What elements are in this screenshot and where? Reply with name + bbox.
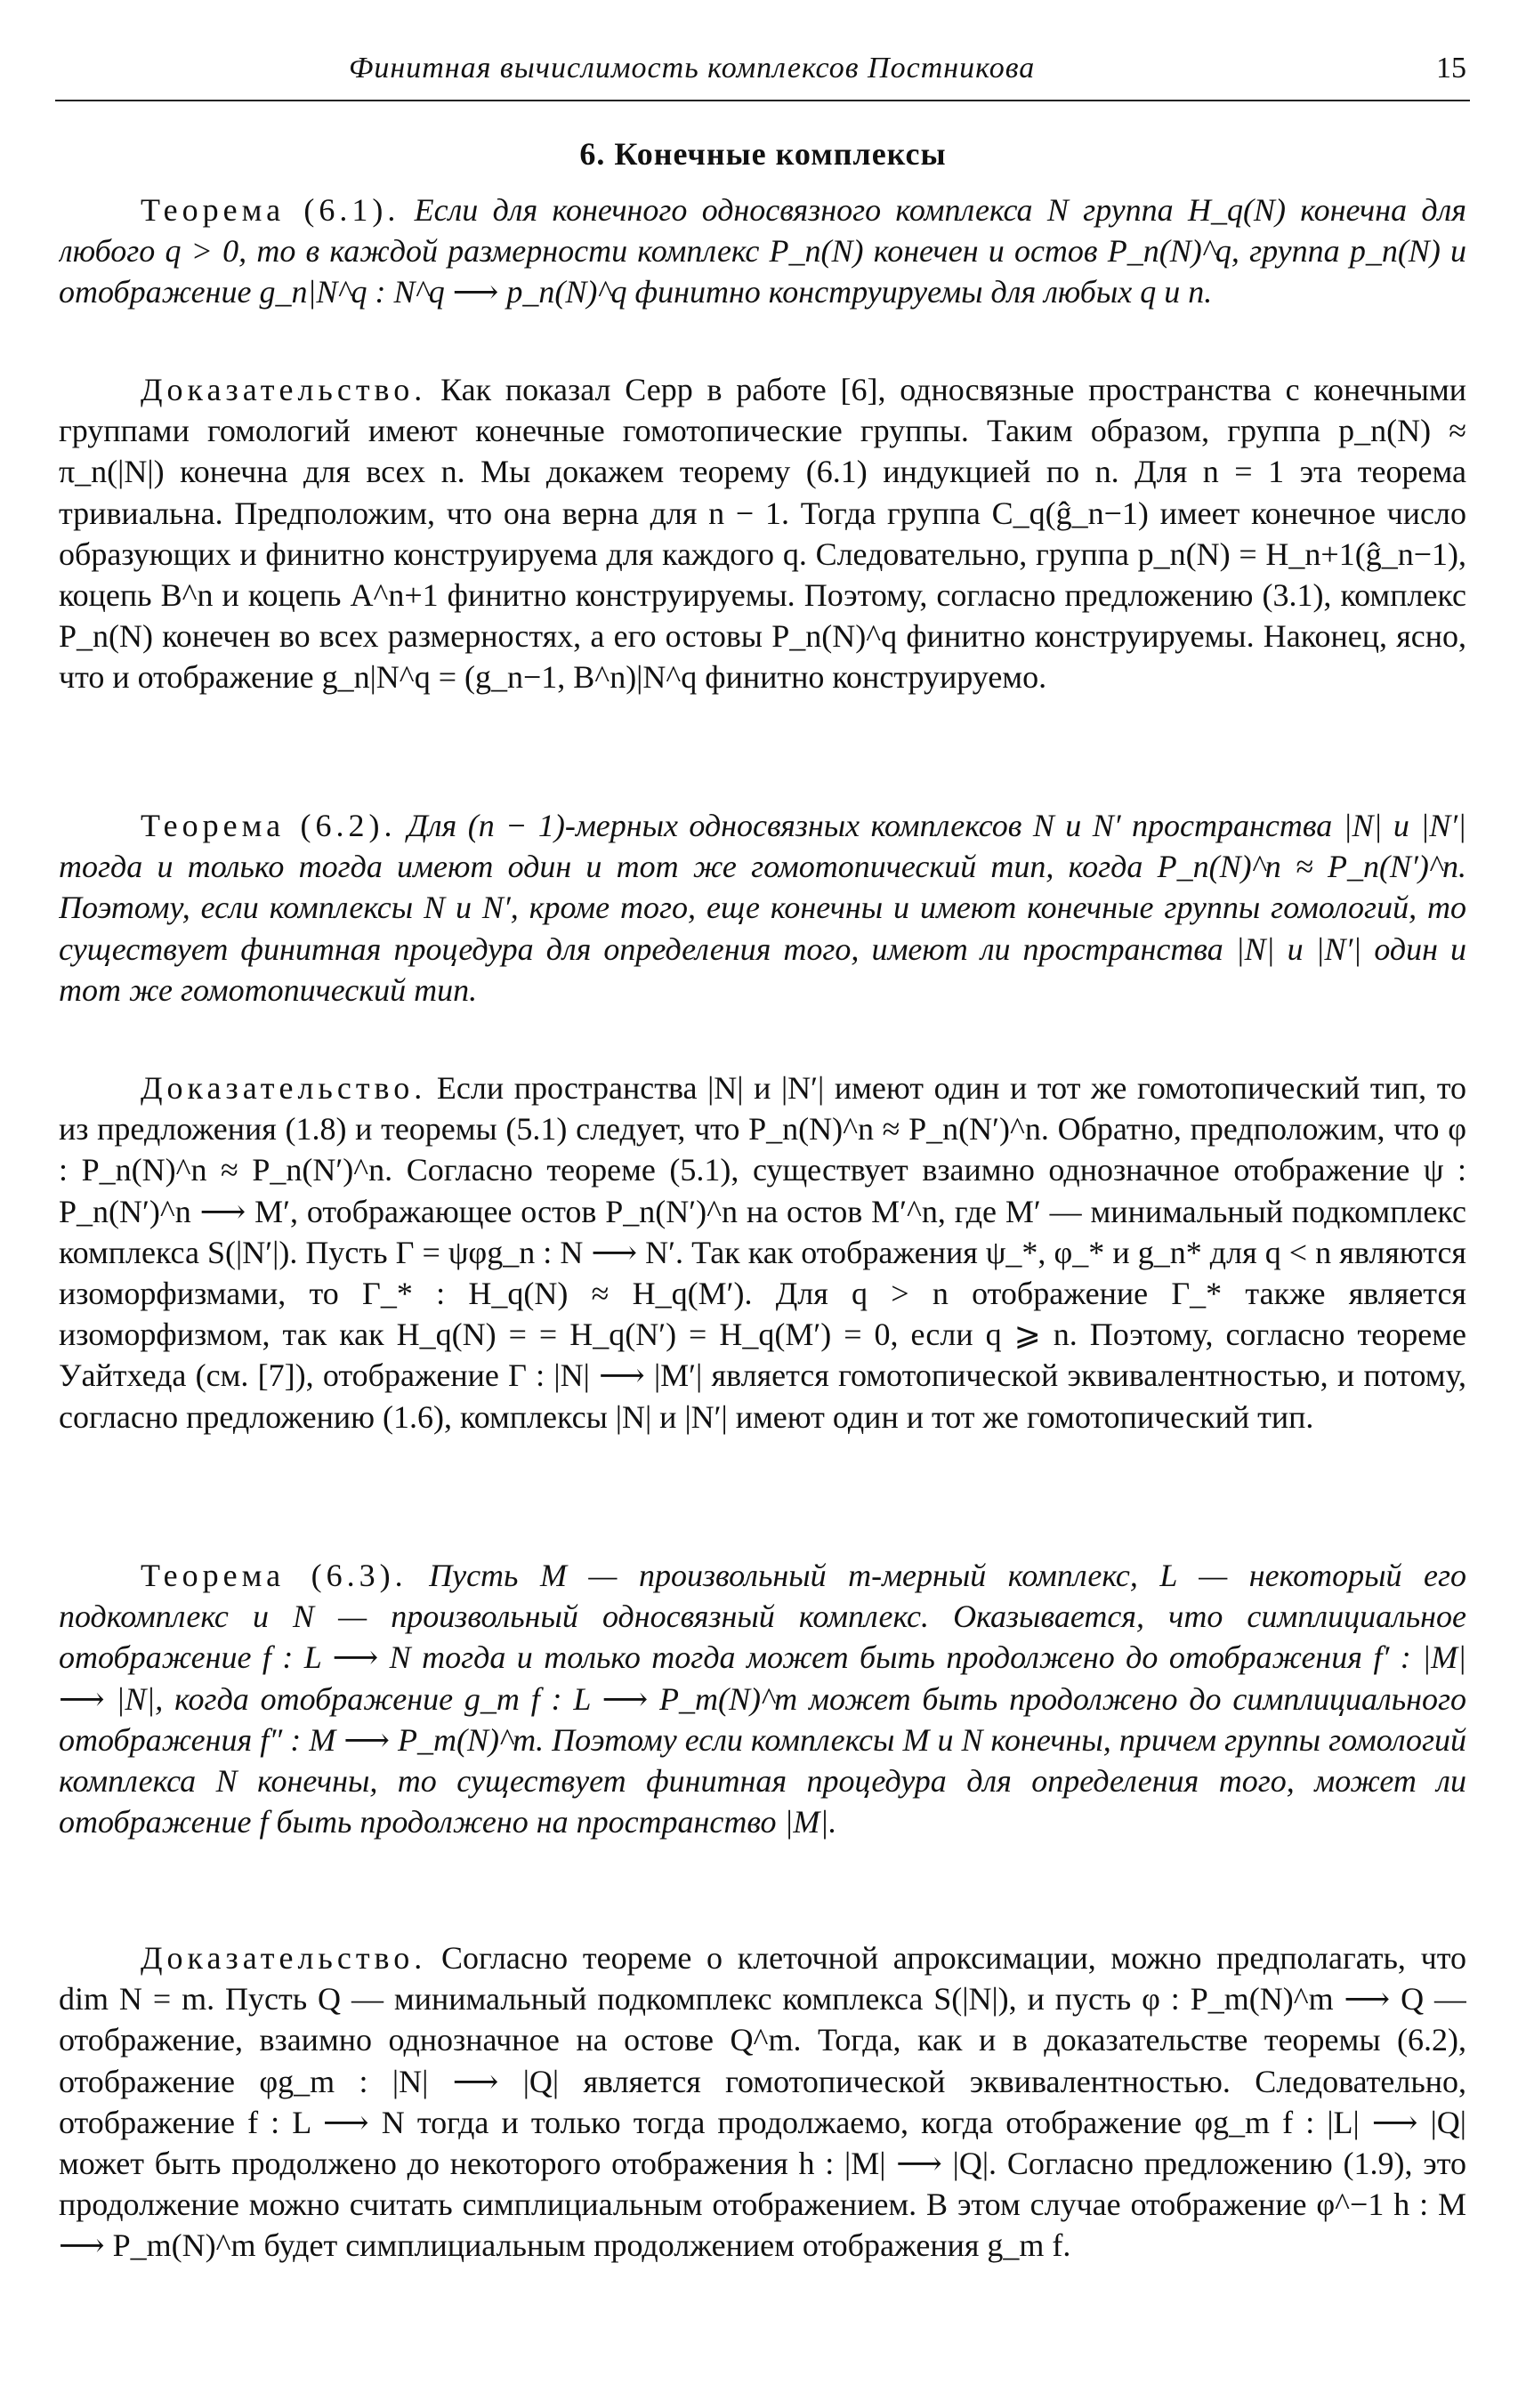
theorem-6-2-text: Для (n − 1)-мерных односвязных комплексов N и N′ пространства |N| и |N′| тогда и только тогда имеют один и тот же гомотопический тип, когда P_n(N)^n ≈ P_n(N′)^n. Поэтому, если комплексы N и N′, кроме того, еще конечны и имеют конечные группы гомологий, то существует финитная процедура для определения того, имеют ли пространства |N| и |N′| один и тот же гомотопический тип. xyxy=(59,808,1466,1008)
proof-6-1 xyxy=(59,369,1466,787)
proof-6-1-text: Как показал Серр в работе [6], односвязные пространства с конечными группами гомологий имеют конечные гомотопические группы. Таким образом, группа p_n(N) ≈ π_n(|N|) конечна для всех n. Мы докажем теорему (6.1) индукцией по n. Для n = 1 эта теорема тривиальна. Предположим, что она верна для n − 1. Тогда группа C_q(ĝ_n−1) имеет конечное число образующих и финитно конструируема для каждого q. Следовательно, группа p_n(N) = H_n+1(ĝ_n−1), коцепь B^n и коцепь A^n+1 финитно конструируемы. Поэтому, согласно предложению (3.1), комплекс P_n(N) конечен во всех размерностях, а его остовы P_n(N)^q финитно конструируемы. Наконец, ясно, что и отображение g_n|N^q = (g_n−1, B^n)|N^q финитно конструируемо. xyxy=(59,372,1466,696)
theorem-6-3 xyxy=(59,1555,1466,1929)
proof-6-2 xyxy=(59,1067,1466,1539)
theorem-6-1 xyxy=(59,189,1466,358)
theorem-6-2-lead: Теорема (6.2). xyxy=(141,808,397,843)
proof-6-3 xyxy=(59,1937,1466,2364)
section-title: 6. Конечные комплексы xyxy=(579,136,947,172)
proof-6-1-lead: Доказательство. xyxy=(141,372,427,407)
running-header xyxy=(55,46,1470,101)
theorem-6-2 xyxy=(59,805,1466,1059)
theorem-6-1-text: Если для конечного односвязного комплекса N группа H_q(N) конечна для любого q > 0, то в каждой размерности комплекс P_n(N) конечен и остов P_n(N)^q, группа p_n(N) и отображение g_n|N^q : N^q ⟶ p_n(N)^q финитно конструируемы для любых q и n. xyxy=(59,192,1466,310)
proof-6-3-lead: Доказательство. xyxy=(141,1940,427,1976)
proof-6-2-lead: Доказательство. xyxy=(141,1070,427,1106)
theorem-6-3-lead: Теорема (6.3). xyxy=(141,1558,408,1593)
running-title: Финитная вычислимость комплексов Постникова xyxy=(349,52,1036,85)
page-number: 15 xyxy=(1436,52,1466,85)
theorem-6-3-text: Пусть M — произвольный m-мерный комплекс, L — некоторый его подкомплекс и N — произвольный односвязный комплекс. Оказывается, что симплициальное отображение f : L ⟶ N тогда и только тогда может быть продолжено до отображения f′ : |M| ⟶ |N|, когда отображение g_m f : L ⟶ P_m(N)^m может быть продолжено до симплициального отображения f″ : M ⟶ P_m(N)^m. Поэтому если комплексы M и N конечны, причем группы гомологий комплекса N конечны, то существует финитная процедура для определения того, может ли отображение f быть продолжено на пространство |M|. xyxy=(59,1558,1466,1840)
proof-6-3-text: Согласно теореме о клеточной апроксимации, можно предполагать, что dim N = m. Пусть Q — минимальный подкомплекс комплекса S(|N|), и пусть φ : P_m(N)^m ⟶ Q — отображение, взаимно однозначное на остове Q^m. Тогда, как и в доказательстве теоремы (6.2), отображение φg_m : |N| ⟶ |Q| является гомотопической эквивалентностью. Следовательно, отображение f : L ⟶ N тогда и только тогда продолжаемо, когда отображение φg_m f : |L| ⟶ |Q| может быть продолжено до некоторого отображения h : |M| ⟶ |Q|. Согласно предложению (1.9), это продолжение можно считать симплициальным отображением. В этом случае отображение φ^−1 h : M ⟶ P_m(N)^m будет симплициальным продолжением отображения g_m f. xyxy=(59,1940,1466,2264)
theorem-6-1-lead: Теорема (6.1). xyxy=(141,192,400,228)
proof-6-2-text: Если пространства |N| и |N′| имеют один и тот же гомотопический тип, то из предложения (1.8) и теоремы (5.1) следует, что P_n(N)^n ≈ P_n(N′)^n. Обратно, предположим, что φ : P_n(N)^n ≈ P_n(N′)^n. Согласно теореме (5.1), существует взаимно однозначное отображение ψ : P_n(N′)^n ⟶ M′, отображающее остов P_n(N′)^n на остов M′^n, где M′ — минимальный подкомплекс комплекса S(|N′|). Пусть Γ = ψφg_n : N ⟶ N′. Так как отображения ψ_*, φ_* и g_n* для q < n являются изоморфизмами, то Γ_* : H_q(N) ≈ H_q(M′). Для q > n отображение Γ_* также является изоморфизмом, так как H_q(N) = = H_q(N′) = H_q(M′) = 0, если q ⩾ n. Поэтому, согласно теореме Уайтхеда (см. [7]), отображение Γ : |N| ⟶ |M′| является гомотопической эквивалентностью, и потому, согласно предложению (1.6), комплексы |N| и |N′| имеют один и тот же гомотопический тип. xyxy=(59,1070,1466,1435)
